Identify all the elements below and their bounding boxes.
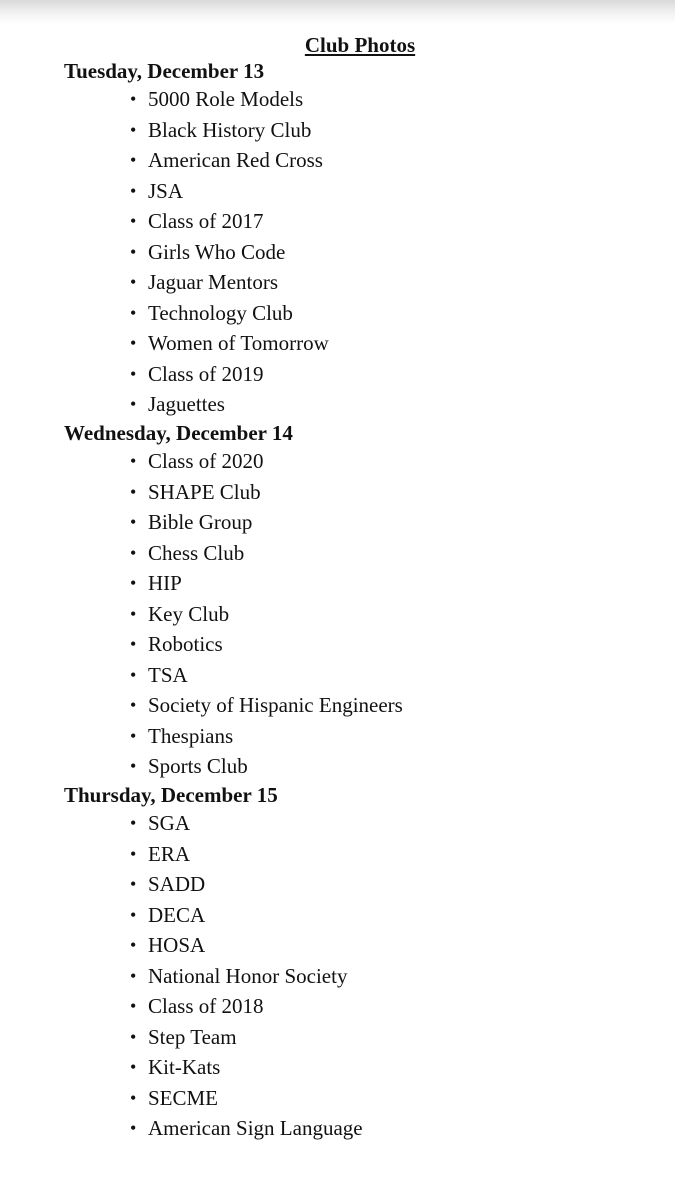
club-name: JSA — [148, 178, 184, 203]
day-heading: Thursday, December 15 — [64, 783, 278, 807]
bullet-icon: • — [130, 935, 137, 955]
club-name: SHAPE Club — [148, 479, 261, 504]
club-name: Technology Club — [148, 300, 293, 325]
bullet-icon: • — [130, 394, 137, 414]
bullet-icon: • — [130, 634, 137, 654]
club-name: DECA — [148, 902, 206, 927]
club-name: American Sign Language — [148, 1116, 363, 1140]
club-name: Class of 2018 — [148, 994, 264, 1018]
bullet-icon: • — [130, 664, 137, 685]
club-name: Class of 2020 — [148, 449, 264, 473]
club-name: 5000 Role Models — [148, 87, 304, 111]
bullet-icon: • — [130, 756, 137, 776]
club-name: Society of Hispanic Engineers — [148, 693, 403, 717]
bullet-icon: • — [130, 180, 137, 201]
club-name: TSA — [148, 662, 188, 687]
bullet-icon: • — [130, 119, 137, 140]
bullet-icon: • — [130, 874, 137, 894]
club-name: Key Club — [148, 601, 230, 626]
club-name: Kit-Kats — [148, 1055, 221, 1079]
document-title: Club Photos — [304, 33, 416, 57]
club-name: American Red Cross — [148, 148, 323, 172]
day-heading: Wednesday, December 14 — [64, 421, 293, 445]
bullet-icon: • — [130, 333, 137, 353]
bullet-icon: • — [130, 695, 137, 715]
club-name: SADD — [148, 872, 206, 896]
bullet-icon: • — [130, 89, 137, 109]
bullet-icon: • — [130, 481, 137, 502]
club-name: Thespians — [148, 723, 234, 748]
bullet-icon: • — [130, 996, 137, 1016]
club-name: HOSA — [148, 933, 206, 957]
club-name: Women of Tomorrow — [148, 331, 329, 355]
bullet-icon: • — [130, 512, 137, 532]
bullet-icon: • — [130, 904, 137, 925]
club-name: SGA — [148, 811, 191, 835]
club-name: Chess Club — [148, 540, 245, 565]
club-name: Bible Group — [148, 510, 253, 534]
club-name: HIP — [148, 571, 182, 595]
bullet-icon: • — [130, 150, 137, 170]
club-name: Black History Club — [148, 117, 312, 142]
club-name: Jaguar Mentors — [148, 270, 279, 294]
club-name: Robotics — [148, 632, 223, 656]
bullet-icon: • — [130, 965, 137, 986]
club-name: Class of 2017 — [148, 209, 264, 233]
bullet-icon: • — [130, 363, 137, 384]
club-name: Jaguettes — [148, 392, 225, 416]
bullet-icon: • — [130, 272, 137, 292]
bullet-icon: • — [130, 1118, 137, 1138]
club-name: ERA — [148, 841, 190, 866]
bullet-icon: • — [130, 451, 137, 471]
club-name: National Honor Society — [148, 963, 348, 988]
bullet-icon: • — [130, 573, 137, 593]
bullet-icon: • — [130, 813, 137, 833]
club-name: Class of 2019 — [148, 361, 264, 386]
bullet-icon: • — [130, 725, 137, 746]
bullet-icon: • — [130, 542, 137, 563]
bullet-icon: • — [130, 1087, 137, 1108]
club-name: Girls Who Code — [148, 239, 286, 264]
bullet-icon: • — [130, 241, 137, 262]
bullet-icon: • — [130, 843, 137, 864]
bullet-icon: • — [130, 1057, 137, 1077]
bullet-icon: • — [130, 1026, 137, 1047]
day-heading: Tuesday, December 13 — [64, 59, 265, 83]
club-name: SECME — [148, 1085, 219, 1110]
bullet-icon: • — [130, 302, 137, 323]
bullet-icon: • — [130, 211, 137, 231]
club-name: Step Team — [148, 1024, 237, 1049]
bullet-icon: • — [130, 603, 137, 624]
club-name: Sports Club — [148, 754, 248, 778]
